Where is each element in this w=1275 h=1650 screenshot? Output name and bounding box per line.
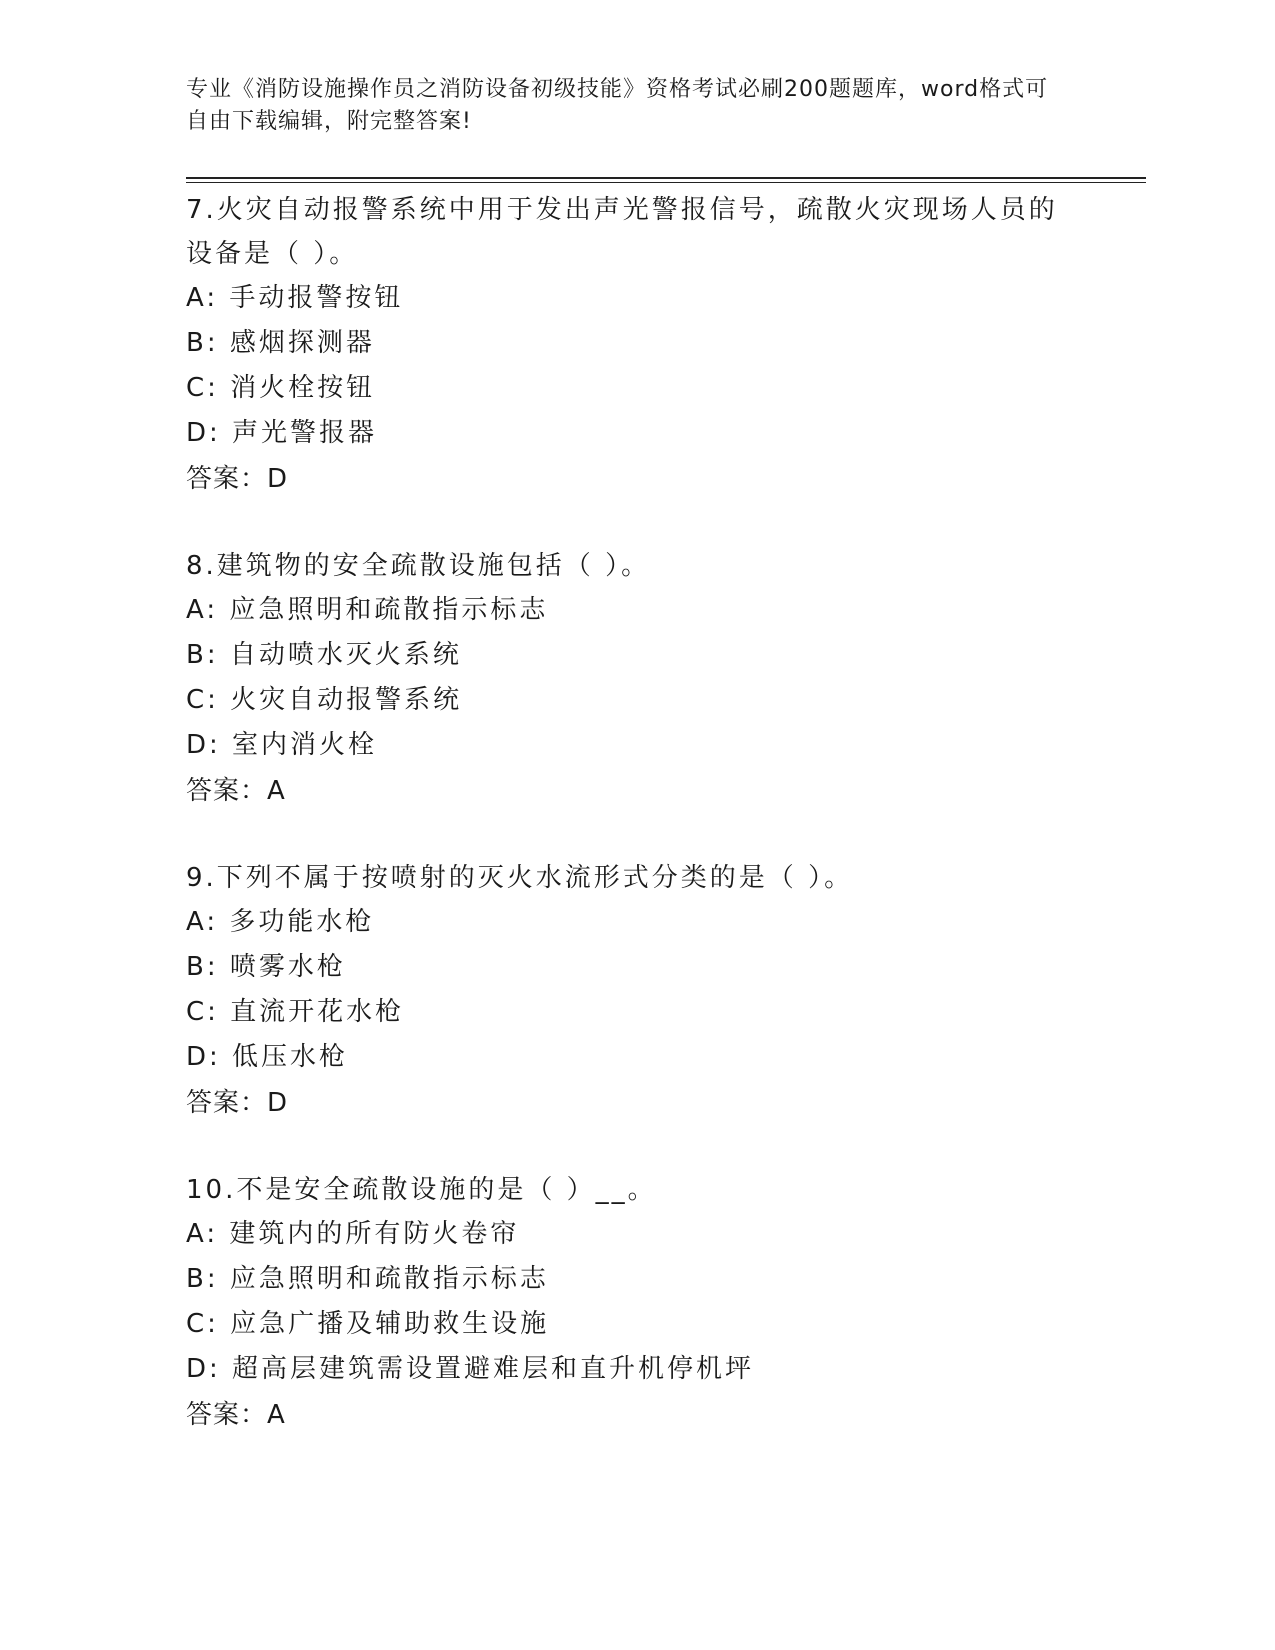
option-a: A: 建筑内的所有防火卷帘 — [186, 1219, 520, 1249]
option-c: C: 火灾自动报警系统 — [186, 685, 463, 715]
header-rule-thin — [186, 182, 1146, 183]
answer-value: A — [267, 1400, 286, 1430]
question-9 — [186, 856, 1086, 1126]
option-d: D: 低压水枪 — [186, 1042, 349, 1072]
option-b: B: 自动喷水灭火系统 — [186, 640, 462, 670]
question-stem: 7.火灾自动报警系统中用于发出声光警报信号，疏散火灾现场人员的设备是（ ）。 — [186, 195, 1058, 269]
option-c: C: 应急广播及辅助救生设施 — [186, 1309, 550, 1339]
option-a: A: 多功能水枪 — [186, 907, 375, 937]
header-rule-thick — [186, 177, 1146, 179]
question-stem: 9.下列不属于按喷射的灭火水流形式分类的是（ ）。 — [186, 863, 854, 893]
question-stem: 8.建筑物的安全疏散设施包括（ ）。 — [186, 551, 651, 581]
answer-label: 答案： — [186, 1400, 268, 1430]
question-8 — [186, 544, 1086, 814]
answer-line — [186, 1080, 1086, 1126]
option-a: A: 手动报警按钮 — [186, 283, 404, 313]
option-b: B: 应急照明和疏散指示标志 — [186, 1264, 549, 1294]
option-c: C: 直流开花水枪 — [186, 997, 405, 1027]
question-7 — [186, 188, 1086, 502]
option-b: B: 喷雾水枪 — [186, 952, 346, 982]
document-header: 专业《消防设施操作员之消防设备初级技能》资格考试必刷200题题库，word格式可自由下载编辑，附完整答案! — [186, 77, 1049, 134]
answer-label: 答案： — [186, 776, 268, 806]
answer-label: 答案： — [186, 1088, 268, 1118]
option-d: D: 超高层建筑需设置避难层和直升机停机坪 — [186, 1354, 755, 1384]
option-d: D: 声光警报器 — [186, 418, 378, 448]
answer-value: D — [267, 464, 289, 494]
answer-line — [186, 456, 1086, 502]
option-a: A: 应急照明和疏散指示标志 — [186, 595, 549, 625]
question-stem: 10.不是安全疏散设施的是（ ）__。 — [186, 1175, 657, 1205]
answer-label: 答案： — [186, 464, 268, 494]
answer-line — [186, 768, 1086, 814]
answer-value: D — [267, 1088, 289, 1118]
question-list — [186, 188, 1086, 1480]
option-c: C: 消火栓按钮 — [186, 373, 376, 403]
option-d: D: 室内消火栓 — [186, 730, 378, 760]
question-10 — [186, 1168, 1086, 1438]
answer-line — [186, 1392, 1086, 1438]
answer-value: A — [267, 776, 286, 806]
option-b: B: 感烟探测器 — [186, 328, 375, 358]
